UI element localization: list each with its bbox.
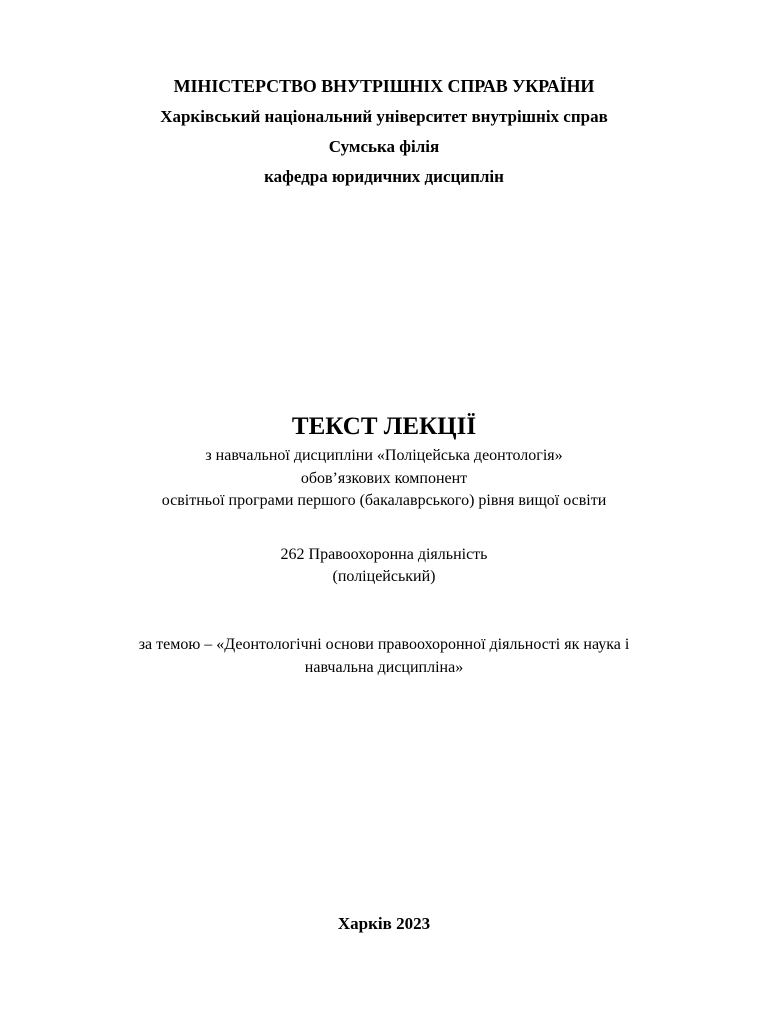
topic-line-2: навчальна дисципліна» <box>304 659 464 676</box>
topic-line-1: за темою – «Деонтологічні основи правоохоронної діяльності як наука і <box>138 636 630 653</box>
ministry-heading: МІНІСТЕРСТВО ВНУТРІШНІХ СПРАВ УКРАЇНИ <box>173 76 595 96</box>
branch-name: Сумська філія <box>328 137 440 156</box>
specialty-line-1: 262 Правоохоронна діяльність <box>280 546 488 563</box>
subtitle-line-2: обов’язкових компонент <box>300 470 468 487</box>
department-name: кафедра юридичних дисциплін <box>264 167 504 186</box>
city-year: Харків 2023 <box>337 914 431 933</box>
subtitle-line-3: освітньої програми першого (бакалаврського) рівня вищої освіти <box>161 492 607 509</box>
document-title: ТЕКСТ ЛЕКЦІЇ <box>291 413 477 440</box>
university-name: Харківський національний університет внутрішніх справ <box>160 107 608 126</box>
specialty-line-2: (поліцейський) <box>332 568 436 585</box>
subtitle-line-1: з навчальної дисципліни «Поліцейська деонтологія» <box>205 447 563 464</box>
